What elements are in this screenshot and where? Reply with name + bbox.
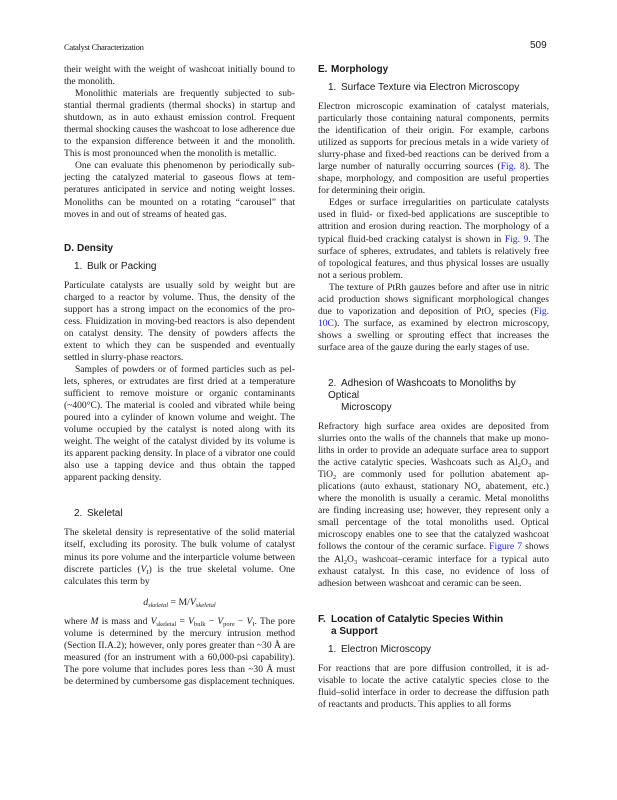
paragraph: The texture of PtRh gauzes before and after use in nitric acid production shows significant morphological changes due to vaporization and deposition of PtO$_x$ species (Fig. 10C). The surface, as examined by electron microscopy, shows a swelling or sprouting effect that increases the surface area of the gauze during the early stages of use. (318, 281, 549, 353)
paragraph: For reactions that are pore diffusion controlled, it is advisable to locate the active catalytic species close to the fluid–solid interface in order to decrease the diffusion path of reactants and products. This applies to all forms (318, 662, 549, 710)
figure-link-fig9[interactable]: Fig. 9 (504, 233, 529, 245)
section-number: D. (64, 242, 74, 254)
right-column (318, 64, 549, 711)
left-column (64, 64, 295, 688)
subsection-title: Electron Microscopy (341, 643, 432, 655)
paragraph: Electron microscopic examination of catalyst materials, particularly those containing natural components, permits the identification of their origin. For example, carbons utilized as supports for precious metals in a wide variety of slurry-phase and fixed-bed reactions can be derived from a large number of naturally occurring sources (Fig. 8). The shape, morphology, and composition are useful properties for determining their origin. (318, 101, 550, 197)
subsection-title: Adhesion of Washcoats to Monoliths by Optical (328, 377, 516, 401)
paragraph: their weight with the weight of washcoat initially bound to the monolith. (64, 64, 295, 88)
paragraph: Edges or surface irregularities on particulate catalysts used in fluid- or fixed-bed applications are susceptible to attrition and erosion during reaction. The morphology of a typical fluid-bed cracking catalyst is shown in Fig. 9. The surface of spheres, extrudates, and tablets is relatively free of topological features, and thus physical losses are usually not a serious problem. (318, 197, 549, 281)
subsection-heading-adhesion-washcoats (318, 378, 549, 414)
running-header-title: Catalyst Characterization (64, 42, 144, 52)
paragraph: The skeletal density is representative of the solid material itself, excluding its porosity. The bulk volume of catalyst minus its pore volume and the interparticle volume between discrete particles $(V_I)$ is the true skeletal volume. One calculates this term by (64, 527, 295, 587)
subsection-number: 2. (74, 508, 83, 520)
subsection-title: Bulk or Packing (87, 260, 157, 272)
section-number: F. (318, 613, 326, 625)
section-heading-density (64, 243, 295, 255)
figure-link-fig10c[interactable]: Fig. 10C (318, 305, 549, 329)
section-title: Density (77, 242, 114, 254)
subsection-title-cont: Microscopy (341, 401, 392, 413)
subsection-title: Surface Texture via Electron Microscopy (341, 82, 520, 93)
paragraph: Monolithic materials are frequently subjected to substantial thermal gradients (thermal shocks) in startup and shutdown, as in auto exhaust emission control. Frequent thermal shocking causes the washcoat to lose adherence due to the expansion difference between it and the monolith. This is most pronounced when the monolith is metallic. (64, 88, 295, 160)
paragraph: where M is mass and $V_{skeletal} = V_{bulk} - V_{pore} - V_I$. The pore volume is determined by the mercury intrusion method (Section II.A.2); however, only pores greater than ~30 Å are measured (for an instrument with a 60,000-psi capability). The pore volume that includes pores less than ~30 Å must be determined by cumbersome gas displacement techniques. (64, 615, 295, 687)
subsection-heading-electron-microscopy (318, 644, 549, 656)
page-number: 509 (530, 40, 547, 51)
section-heading-location-catalytic-species (318, 614, 549, 638)
figure-link-fig7[interactable]: Figure 7 (489, 541, 522, 553)
subsection-title: Skeletal (87, 508, 123, 520)
subsection-number: 2. (328, 377, 337, 389)
subsection-number: 1. (74, 260, 83, 272)
subsection-heading-skeletal (64, 508, 295, 520)
section-title: Location of Catalytic Species Within (331, 613, 504, 625)
section-heading-morphology (318, 64, 549, 76)
paragraph: Refractory high surface area oxides are deposited from slurries onto the walls of the channels that make up monoliths in order to provide an adequate surface area to support the active catalytic species. Washcoats such as $Al_2O_3$ and TiO$_2$ are commonly used for pollution abatement applications (auto exhaust, stationary $NO_x$ abatement, etc.) where the monolith is usually a ceramic. Metal monoliths are finding increasing use; however, they represent only a small percentage of the total monoliths used. Optical microscopy enables one to see that the catalyzed washcoat follows the contour of the ceramic surface. Figure 7 shows the $Al_2O_3$ washcoat–ceramic interface for a typical auto exhaust catalyst. In this case, no evidence of loss of adhesion between washcoat and ceramic can be seen. (318, 420, 550, 589)
paragraph: Particulate catalysts are usually sold by weight but are charged to a reactor by volume. Thus, the density of the support has a strong impact on the economics of the process. Fluidization in moving-bed reactors is also dependent on catalyst density. The density of powders affects the extent to which they can be suspended and eventually settled in slurry-phase reactors. (64, 279, 295, 363)
paragraph: Samples of powders or of formed particles such as pellets, spheres, or extrudates are first dried at a temperature sufficient to remove moisture or organic contaminants (~400°C). The material is cooled and vibrated while being poured into a cylinder of known volume and weight. The volume occupied by the catalyst is noted along with its weight. The weight of the catalyst divided by its volume is its apparent packing density. In place of a vibrator one could also use a tapping device and thus obtain the tapped apparent packing density. (64, 363, 295, 484)
section-number: E. (318, 64, 328, 75)
subsection-number: 1. (328, 643, 337, 655)
figure-link-fig8[interactable]: Fig. 8 (500, 161, 525, 173)
section-title-cont: a Support (331, 625, 378, 637)
section-title: Morphology (331, 64, 389, 75)
equation-skeletal-density: $d_{skeletal} = M/V_{skeletal}$ (143, 596, 216, 609)
paragraph: One can evaluate this phenomenon by periodically subjecting the catalyzed material to gaseous flows at temperatures anticipated in service and noting weight losses. Monoliths can be mounted on a rotating “carousel” that moves in and out of streams of heated gas. (64, 160, 295, 220)
subsection-heading-bulk-packing (64, 261, 295, 273)
subsection-heading-surface-texture (318, 82, 549, 94)
subsection-number: 1. (328, 82, 337, 93)
